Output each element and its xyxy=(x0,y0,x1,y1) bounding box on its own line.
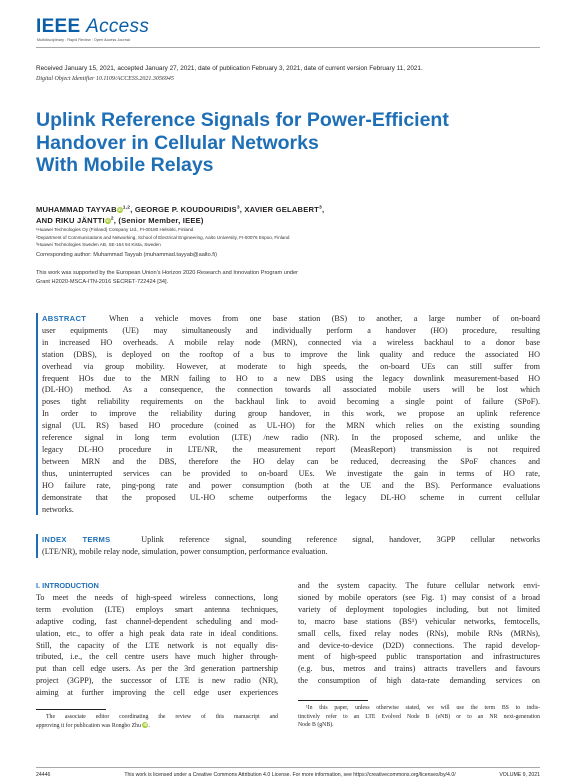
title-line: Handover in Cellular Networks xyxy=(36,131,319,154)
body-line: tributed, i.e., the cell centre users have much higher through- xyxy=(36,652,278,662)
footnote-divider xyxy=(298,700,368,701)
author-membership: , (Senior Member, IEEE) xyxy=(113,216,204,225)
author-affil: 1,2 xyxy=(122,205,131,211)
header-divider xyxy=(36,47,540,48)
abstract-line: frequent HOs due to the MRN failing to HO to a new DBS using the legacy downlink measurement-based HO xyxy=(42,373,540,383)
editor-note: The associate editor coordinating the review of this manuscript and approving it for publication was Rongbo Zhu iD. xyxy=(36,714,278,729)
footnote-line: ¹In this paper, unless otherwise stated, we will use the term BS to indis- xyxy=(306,705,540,711)
abstract-line: thus, uninterrupted services can be provided to on-board UEs. We investigate the gain in terms of HO rate, xyxy=(42,468,540,478)
footnote-line: Node B (gNB). xyxy=(298,722,334,728)
body-line: term evolution (LTE) employs smart antenna techniques, xyxy=(36,604,278,614)
affiliations xyxy=(36,226,289,249)
index-terms-text: Uplink reference signal, sounding reference signal, handover, 3GPP cellular networks xyxy=(141,535,540,544)
footnote-line: tinctively refer to an LTE Evolved Node B (eNB) or to an NR next-generation xyxy=(298,713,540,720)
intro-right-column xyxy=(298,580,540,687)
editor-note-divider xyxy=(36,709,106,710)
abstract-line: legacy DL-HO procedure in LTE/NR, the measurement report (MeasReport) transmission is not required xyxy=(42,444,540,454)
funding-note xyxy=(36,269,396,287)
body-line: put than cell edge users. As per the 3rd generation partnership xyxy=(36,664,278,674)
abstract-line: in increased HO overheads. A mobile relay node (MRN), connected via a wireless backhaul to a donor base xyxy=(42,337,540,347)
title-line: Uplink Reference Signals for Power-Efficient xyxy=(36,109,449,131)
abstract-line: In order to improve the reliability during group handover, in this work, we propose an uplink reference xyxy=(42,409,540,419)
orcid-icon[interactable]: iD xyxy=(117,207,122,212)
author-name: GEORGE P. KOUDOURIDIS xyxy=(134,205,237,214)
affiliation-line: ²Department of Communications and Networking, School of Electrical Engineering, Aalto University, FI-00076 Espoo, Finland xyxy=(36,234,290,240)
page-number: 24446 xyxy=(36,772,51,778)
section-heading: I. INTRODUCTION xyxy=(36,581,99,590)
logo-ieee: IEEE xyxy=(36,16,81,37)
corresponding-author: Corresponding author: Muhammad Tayyab (muhammad.tayyab@aalto.fi) xyxy=(36,252,217,258)
author-affil: 2 xyxy=(110,216,114,222)
author-affil: 3 xyxy=(236,205,240,211)
index-terms xyxy=(42,534,540,558)
body-line: and device-to-device (D2D) connections. The rapid develop- xyxy=(298,640,540,650)
abstract-line: overhead via group mobility. However, at moderate to high speeds, the on-board UEs can still suffer from xyxy=(42,361,540,371)
body-line: ulation, etc., to offer a high peak data rate in ideal conditions. xyxy=(36,628,278,638)
author-name: XAVIER GELABERT xyxy=(244,205,319,214)
abstract-line: (DL-HO) method. As a consequence, the connection towards all associated mobile users will be lost which xyxy=(42,385,540,395)
abstract-line: reference signal in long term evolution (LTE) /new radio (NR). In the proposed scheme, and unlike the xyxy=(42,433,540,443)
funding-line: Grant H2020-MSCA-ITN-2016 SECRET-722424 [34]. xyxy=(36,279,169,285)
body-line: adaptive coding, fast channel-dependent scheduling and mod- xyxy=(36,616,278,626)
index-terms-accent-bar xyxy=(36,534,38,558)
index-terms-label: INDEX TERMS xyxy=(42,535,111,544)
index-terms-line: (LTE/NR), mobile relay node, simulation, power consumption, performance evaluation. xyxy=(42,546,328,556)
funding-line: This work was supported by the European Union’s Horizon 2020 Research and Innovation Program under xyxy=(36,270,299,276)
body-line: Still, the capacity of the LTE network is not equally dis- xyxy=(36,640,278,650)
editor-note-line: The associate editor coordinating the review of this manuscript and xyxy=(46,714,278,720)
abstract-line: HO failure rate, ping-pong rate and power consumption (both at the UE and the BS). Performance evaluations xyxy=(42,480,540,490)
affiliation-line: ¹Huawei Technologies Oy (Finland) Company Ltd., FI-00180 Helsinki, Finland xyxy=(36,227,194,232)
body-line: to, macro base stations (BS¹) vehicular networks, femtocells, xyxy=(298,616,540,626)
journal-tagline: Multidisciplinary : Rapid Review : Open Access Journal xyxy=(37,38,130,42)
abstract xyxy=(42,313,540,515)
intro-left-column xyxy=(36,580,278,699)
abstract-line: between MRN and the DBS, therefore the HO delay can be reduced, decreasing the SPoF chances and xyxy=(42,456,540,466)
doi-line: Digital Object Identifier 10.1109/ACCESS.2021.3056945 xyxy=(36,76,174,82)
author-affil: 3 xyxy=(319,205,322,211)
author-list: MUHAMMAD TAYYABiD$^{1,2}$, GEORGE P. KOUDOURIDIS$^3$, XAVIER GELABERT$^3$, AND RIKU JÄNTTIiD$^2$, (Senior Member, IEEE) xyxy=(36,205,325,225)
body-line: To meet the needs of high-speed wireless connections, long xyxy=(36,592,278,602)
body-line: (e.g. bus, metros and trains) attracts travellers and favours xyxy=(298,664,540,674)
abstract-line: networks. xyxy=(42,504,74,514)
abstract-label: ABSTRACT xyxy=(42,314,87,323)
body-line: project (3GPP), the successor of LTE is new radio (NR), xyxy=(36,676,278,686)
footnote xyxy=(298,704,540,730)
abstract-line: signal (UL RS) based HO procedure (coined as UL-HO) for the MRN which relies on the existing sounding xyxy=(42,421,540,431)
footer-divider xyxy=(36,767,540,768)
abstract-text: When a vehicle moves from one base station (BS) to another, a large number of on-board xyxy=(109,314,540,323)
paper-title xyxy=(36,109,516,177)
body-line: ment of high-speed public transportation and infrastructures xyxy=(298,652,540,662)
editor-note-line: approving it for publication was Rongbo Zhu xyxy=(36,722,141,729)
abstract-accent-bar xyxy=(36,313,38,515)
title-line: With Mobile Relays xyxy=(36,154,214,176)
received-dates: Received January 15, 2021, accepted January 27, 2021, date of publication February 3, 2021, date of current version February 11, 2021. xyxy=(36,65,423,72)
journal-logo xyxy=(36,17,149,36)
author-name: AND RIKU JÄNTTI xyxy=(36,216,105,225)
abstract-line: demonstrate that the proposed UL-HO scheme outperforms the legacy DL-HO scheme in current cellular xyxy=(42,492,540,502)
logo-access: Access xyxy=(86,16,150,37)
body-line: variety of deployment topologies including, but not limited xyxy=(298,604,540,614)
orcid-icon[interactable]: iD xyxy=(105,218,111,223)
body-line: the consumption of high data-rate demanding services on xyxy=(298,676,540,686)
abstract-line: station (DBS), is deployed on the rooftop of a bus to improve the link quality and reduce the associated HO xyxy=(42,349,540,359)
abstract-line: user equipments (UE) may simultaneously and individually perform a handover (HO) procedure, resulting xyxy=(42,325,540,335)
volume-label: VOLUME 9, 2021 xyxy=(499,772,540,778)
license-note[interactable]: This work is licensed under a Creative Commons Attribution 4.0 License. For more information, see https://creativecommons.org/licenses/by/4.0/ xyxy=(124,772,456,778)
orcid-icon[interactable]: iD xyxy=(143,721,148,727)
abstract-line: poses tight reliability requirements on the backhaul link to avoid becoming a single point of failure (SPoF). xyxy=(42,397,540,407)
body-line: and the system capacity. The future cellular network envi- xyxy=(298,581,540,590)
body-line: small cells, fixed relay nodes (RNs), mobile RNs (MRNs), xyxy=(298,628,540,638)
affiliation-line: ³Huawei Technologies Sweden AB, SE-164 94 Kista, Sweden xyxy=(36,242,161,248)
body-line: aiming at further improving the cell edge user experiences xyxy=(36,688,278,698)
author-name: MUHAMMAD TAYYAB xyxy=(36,205,117,214)
body-line: sioned by mobile operators (see Fig. 1) may consist of a broad xyxy=(298,592,540,602)
